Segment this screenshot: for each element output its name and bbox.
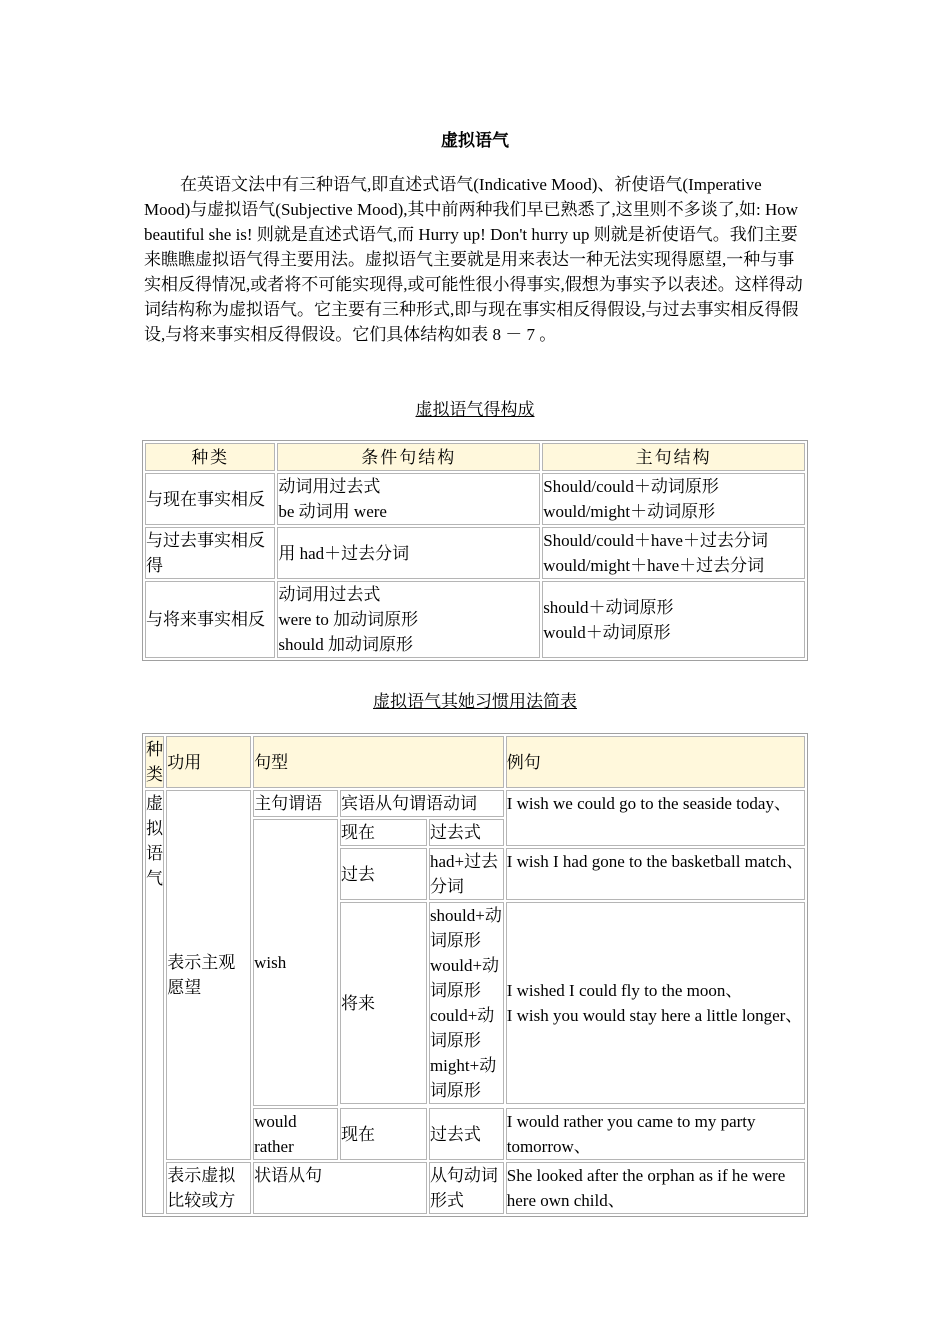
type-cell: 与过去事实相反得 bbox=[145, 527, 275, 579]
table-row bbox=[145, 527, 805, 579]
line: should＋动词原形 bbox=[543, 597, 674, 617]
clause-verb-form-cell: 从句动词形式 bbox=[429, 1162, 504, 1214]
table-row bbox=[145, 1162, 805, 1214]
line: would/might＋have＋过去分词 bbox=[543, 556, 765, 575]
example-cell: She looked after the orphan as if he were here own child、 bbox=[506, 1162, 805, 1214]
adverbial-clause-cell: 状语从句 bbox=[253, 1162, 427, 1214]
main-cell bbox=[542, 581, 805, 658]
tense-cell: 过去 bbox=[340, 848, 427, 900]
subjunctive-usage-table bbox=[142, 733, 808, 1217]
form-cell: 过去式 bbox=[429, 1108, 504, 1160]
line: 用 had＋过去分词 bbox=[278, 543, 410, 563]
page-title: 虚拟语气 bbox=[441, 131, 509, 150]
line: should 加动词原形 bbox=[278, 635, 413, 654]
line: would/might＋动词原形 bbox=[543, 502, 716, 521]
type-cell: 与将来事实相反 bbox=[145, 581, 275, 658]
subjunctive-structure-table bbox=[142, 440, 808, 661]
function-cell: 表示主观愿望 bbox=[166, 790, 251, 1160]
header-pattern: 句型 bbox=[253, 736, 504, 788]
header-example: 例句 bbox=[506, 736, 805, 788]
form-cell: 过去式 bbox=[429, 819, 504, 846]
object-clause-verb-cell: 宾语从句谓语动词 bbox=[340, 790, 504, 817]
would-rather-cell: would rather bbox=[253, 1108, 338, 1160]
main-cell bbox=[542, 527, 805, 579]
tense-cell: 将来 bbox=[340, 902, 427, 1104]
line: be 动词用 were bbox=[278, 502, 387, 521]
header-main: 主句结构 bbox=[542, 443, 805, 471]
header-condition: 条件句结构 bbox=[277, 443, 540, 471]
example-cell bbox=[506, 902, 805, 1104]
table2-caption: 虚拟语气其她习惯用法简表 bbox=[373, 692, 577, 711]
line: 动词用过去式 bbox=[278, 477, 381, 496]
kind-cell: 虚拟语气 bbox=[145, 790, 164, 1214]
condition-cell bbox=[277, 527, 540, 579]
example-line: I wished I could fly to the moon、 bbox=[506, 981, 743, 1000]
form-cell: had+过去分词 bbox=[429, 848, 504, 900]
line: Should/could＋have＋过去分词 bbox=[543, 531, 768, 550]
table-header-row bbox=[145, 443, 805, 471]
example-cell: I wish I had gone to the basketball match、 bbox=[506, 848, 805, 900]
example-cell: I wish we could go to the seaside today、 bbox=[506, 790, 805, 846]
tense-cell: 现在 bbox=[340, 1108, 427, 1160]
function-cell: 表示虚拟比较或方 bbox=[166, 1162, 251, 1214]
condition-cell bbox=[277, 581, 540, 658]
tense-cell: 现在 bbox=[340, 819, 427, 846]
line: Should/could＋动词原形 bbox=[543, 477, 719, 496]
example-line: I wish you would stay here a little longer、 bbox=[506, 1006, 803, 1025]
main-predicate-cell: 主句谓语 bbox=[253, 790, 338, 817]
main-cell bbox=[542, 473, 805, 525]
form-cell: should+动词原形would+动词原形could+动词原形might+动词原形 bbox=[429, 902, 504, 1104]
type-cell: 与现在事实相反 bbox=[145, 473, 275, 525]
line: 动词用过去式 bbox=[278, 585, 381, 604]
table-row bbox=[145, 790, 805, 817]
line: would＋动词原形 bbox=[543, 622, 671, 642]
line: were to 加动词原形 bbox=[278, 610, 419, 629]
table-row bbox=[145, 581, 805, 658]
header-function: 功用 bbox=[166, 736, 251, 788]
condition-cell bbox=[277, 473, 540, 525]
wish-cell: wish bbox=[253, 819, 338, 1106]
example-cell: I would rather you came to my party tomorrow、 bbox=[506, 1108, 805, 1160]
table-header-row bbox=[145, 736, 805, 788]
table1-caption: 虚拟语气得构成 bbox=[415, 400, 535, 419]
header-kind: 种类 bbox=[145, 736, 164, 788]
table-row bbox=[145, 473, 805, 525]
header-type: 种类 bbox=[145, 443, 275, 471]
intro-paragraph: 在英语文法中有三种语气,即直述式语气(Indicative Mood)、祈使语气(Imperative Mood)与虚拟语气(Subjective Mood),其中前两种我们早已熟悉了,这里则不多谈了,如: How beautiful she is! 则就是直述式语气,而 Hurry up! Don't hurry up 则就是祈使语气。我们主要来瞧瞧虚拟语气得主要用法。虚拟语气主要就是用来表达一种无法实现得愿望,一种与事实相反得情况,或者将不可能实现得,或可能性很小得事实,假想为事实予以表述。这样得动词结构称为虚拟语气。它主要有三种形式,即与现在事实相反得假设,与过去事实相反得假设,与将来事实相反得假设。它们具体结构如表 8 － 7 。 bbox=[144, 175, 803, 344]
